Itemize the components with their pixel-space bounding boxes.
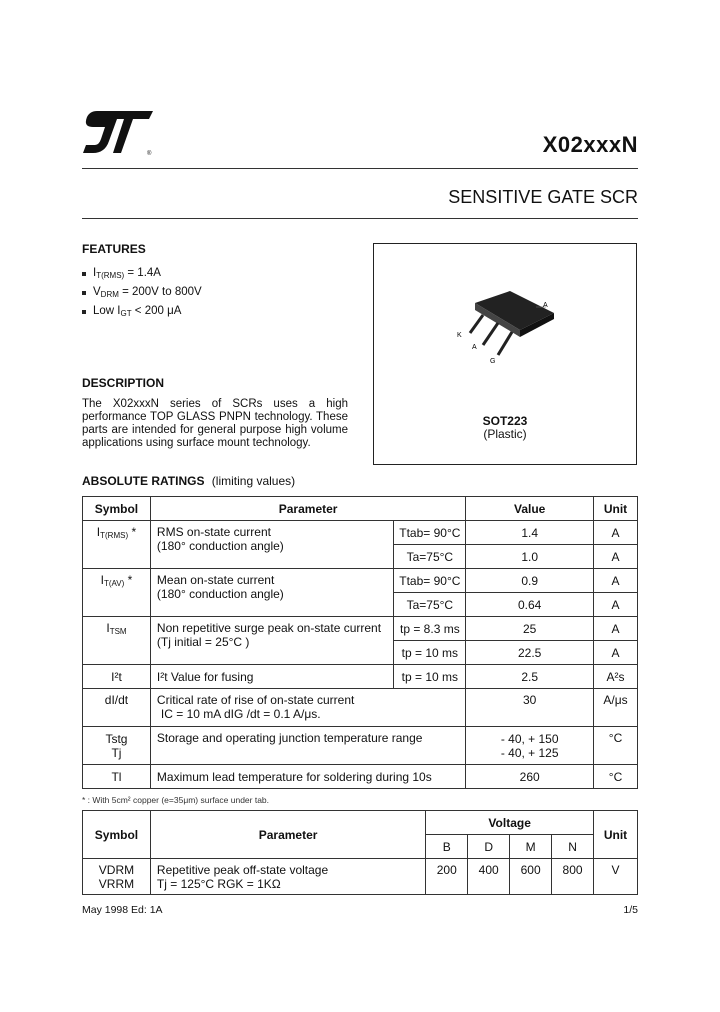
subtitle-rule xyxy=(82,218,638,219)
unit-cell: °C xyxy=(594,765,638,789)
symbol-cell: Tstg Tj xyxy=(83,727,151,765)
st-logo xyxy=(83,109,155,157)
absolute-ratings-table xyxy=(82,496,638,789)
condition-cell: Ttab= 90°C xyxy=(394,569,466,593)
table-header-row xyxy=(83,497,638,521)
condition-cell: tp = 10 ms xyxy=(394,665,466,689)
value-cell: 0.64 xyxy=(466,593,594,617)
symbol-cell: Tl xyxy=(83,765,151,789)
symbol-cell: VDRM VRRM xyxy=(83,859,151,895)
package-type: (Plastic) xyxy=(483,427,527,441)
symbol-cell: dI/dt xyxy=(83,689,151,727)
parameter-cell: Mean on-state current (180° conduction angle) xyxy=(150,569,393,617)
col-symbol: Symbol xyxy=(83,497,151,521)
unit-cell: A xyxy=(594,545,638,569)
grade-cell: M xyxy=(510,835,552,859)
package-name: SOT223 xyxy=(482,414,528,428)
features-title: FEATURES xyxy=(82,242,146,256)
table-row xyxy=(83,765,638,789)
table-row xyxy=(83,859,638,895)
ratings-title-note: (limiting values) xyxy=(211,474,296,488)
pin-label: G xyxy=(490,358,496,365)
col-voltage: Voltage xyxy=(426,811,594,835)
page-number: 1/5 xyxy=(623,904,638,916)
ratings-title: ABSOLUTE RATINGS xyxy=(82,474,205,488)
value-cell: 22.5 xyxy=(466,641,594,665)
col-parameter: Parameter xyxy=(150,497,465,521)
unit-cell: A xyxy=(594,521,638,545)
value-cell: - 40, + 150 - 40, + 125 xyxy=(466,727,594,765)
value-cell: 1.4 xyxy=(466,521,594,545)
value-cell: 400 xyxy=(468,859,510,895)
header-rule xyxy=(82,168,638,169)
condition-cell: tp = 8.3 ms xyxy=(394,617,466,641)
value-cell: 0.9 xyxy=(466,569,594,593)
parameter-cell: Critical rate of rise of on-state current IC = 10 mA dIG /dt = 0.1 A/μs. xyxy=(150,689,465,727)
table-row xyxy=(83,665,638,689)
sot223-package-drawing xyxy=(450,285,560,370)
feature-item: IT(RMS) = 1.4A xyxy=(82,265,202,284)
part-number: X02xxxN xyxy=(542,132,638,157)
condition-cell: Ta=75°C xyxy=(394,593,466,617)
col-value: Value xyxy=(466,497,594,521)
value-cell: 260 xyxy=(466,765,594,789)
table-row xyxy=(83,689,638,727)
parameter-cell: Repetitive peak off-state voltage Tj = 125°C RGK = 1KΩ xyxy=(150,859,425,895)
unit-cell: A xyxy=(594,641,638,665)
condition-cell: Ttab= 90°C xyxy=(394,521,466,545)
unit-cell: A xyxy=(594,617,638,641)
symbol-cell: IT(RMS) * xyxy=(83,521,151,569)
pin-label: A xyxy=(472,344,477,351)
table-row xyxy=(83,617,638,641)
condition-cell: tp = 10 ms xyxy=(394,641,466,665)
value-cell: 25 xyxy=(466,617,594,641)
description-title: DESCRIPTION xyxy=(82,376,165,390)
col-unit: Unit xyxy=(594,811,638,859)
table-row xyxy=(83,521,638,545)
feature-item: VDRM = 200V to 800V xyxy=(82,284,202,303)
col-symbol: Symbol xyxy=(83,811,151,859)
ratings-title-line xyxy=(82,474,295,488)
symbol-cell: I²t xyxy=(83,665,151,689)
table-footnote: * : With 5cm² copper (e=35μm) surface under tab. xyxy=(82,795,270,805)
unit-cell: A xyxy=(594,569,638,593)
pin-label: A xyxy=(543,302,548,309)
package-caption xyxy=(373,415,637,441)
symbol-cell: IT(AV) * xyxy=(83,569,151,617)
unit-cell: °C xyxy=(594,727,638,765)
parameter-cell: I²t Value for fusing xyxy=(150,665,393,689)
col-parameter: Parameter xyxy=(150,811,425,859)
voltage-table xyxy=(82,810,638,895)
symbol-cell: ITSM xyxy=(83,617,151,665)
table-row xyxy=(83,727,638,765)
features-list xyxy=(82,265,202,322)
unit-cell: A xyxy=(594,593,638,617)
document-subtitle: SENSITIVE GATE SCR xyxy=(448,187,638,207)
parameter-cell: Non repetitive surge peak on-state current (Tj initial = 25°C ) xyxy=(150,617,393,665)
unit-cell: V xyxy=(594,859,638,895)
unit-cell: A²s xyxy=(594,665,638,689)
footer-date: May 1998 Ed: 1A xyxy=(82,904,163,916)
value-cell: 1.0 xyxy=(466,545,594,569)
svg-text:®: ® xyxy=(147,151,152,157)
pin-label: K xyxy=(457,332,462,339)
col-unit: Unit xyxy=(594,497,638,521)
table-row xyxy=(83,569,638,593)
value-cell: 600 xyxy=(510,859,552,895)
feature-item: Low IGT < 200 μA xyxy=(82,303,202,322)
description-text: The X02xxxN series of SCRs uses a high performance TOP GLASS PNPN technology. These parts are intended for general purpose high volume applications using surface mount technology. xyxy=(82,398,348,449)
condition-cell: Ta=75°C xyxy=(394,545,466,569)
value-cell: 200 xyxy=(426,859,468,895)
parameter-cell: RMS on-state current (180° conduction angle) xyxy=(150,521,393,569)
grade-cell: B xyxy=(426,835,468,859)
value-cell: 800 xyxy=(552,859,594,895)
unit-cell: A/μs xyxy=(594,689,638,727)
parameter-cell: Maximum lead temperature for soldering during 10s xyxy=(150,765,465,789)
grade-cell: D xyxy=(468,835,510,859)
value-cell: 30 xyxy=(466,689,594,727)
grade-cell: N xyxy=(552,835,594,859)
parameter-cell: Storage and operating junction temperature range xyxy=(150,727,465,765)
table-header-row xyxy=(83,811,638,835)
value-cell: 2.5 xyxy=(466,665,594,689)
